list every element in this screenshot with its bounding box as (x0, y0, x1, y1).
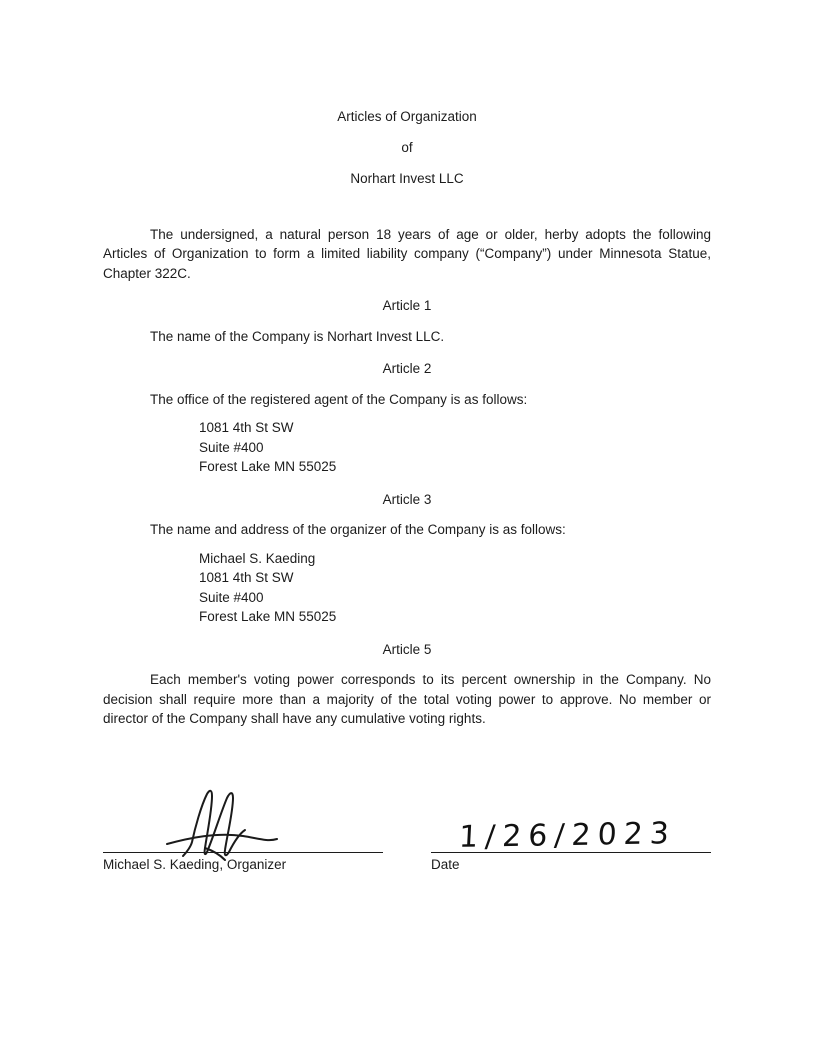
handwritten-date: 1/26/2023 (458, 816, 677, 855)
address-line: Suite #400 (199, 589, 264, 605)
signature-section (103, 791, 711, 875)
address-line: 1081 4th St SW (199, 570, 294, 585)
article-2-text: The office of the registered agent of the Company is as follows: (150, 391, 528, 407)
document-title: Articles of Organization (337, 109, 477, 124)
address-line: Forest Lake MN 55025 (199, 459, 337, 474)
date-block (431, 791, 711, 875)
registered-agent-address (103, 418, 711, 477)
company-name-title: Norhart Invest LLC (350, 171, 464, 186)
document-title-block (103, 107, 711, 189)
signature-scribble (165, 786, 335, 864)
article-3-text: The name and address of the organizer of the Company is as follows: (150, 522, 566, 537)
address-line: Michael S. Kaeding (199, 550, 316, 566)
article-5-text: Each member's voting power corresponds to its percent ownership in the Company. No decision shall require more than a majority of the total voting power to approve. No member or director of the Company shall have any cumulative voting rights. (103, 672, 711, 726)
intro-paragraph: The undersigned, a natural person 18 years of age or older, herby adopts the following Articles of Organization to form a limited liability company (“Company”) under Minnesota Statue, Chapter 322C. (103, 226, 711, 281)
address-line: 1081 4th St SW (199, 420, 294, 435)
organizer-signature-block (103, 791, 383, 875)
signature-line (103, 791, 383, 853)
article-2-heading: Article 2 (382, 361, 432, 376)
organizer-address (103, 549, 711, 627)
article-3-heading: Article 3 (382, 491, 432, 507)
article-1-heading: Article 1 (382, 298, 432, 313)
date-line (431, 791, 711, 853)
article-1-text: The name of the Company is Norhart Invest LLC. (150, 328, 445, 344)
article-5-heading: Article 5 (382, 641, 432, 657)
organizer-name-label: Michael S. Kaeding, Organizer (103, 856, 287, 872)
date-label: Date (431, 856, 460, 872)
document-title-of: of (401, 140, 413, 155)
address-line: Suite #400 (199, 439, 264, 455)
address-line: Forest Lake MN 55025 (199, 609, 337, 624)
